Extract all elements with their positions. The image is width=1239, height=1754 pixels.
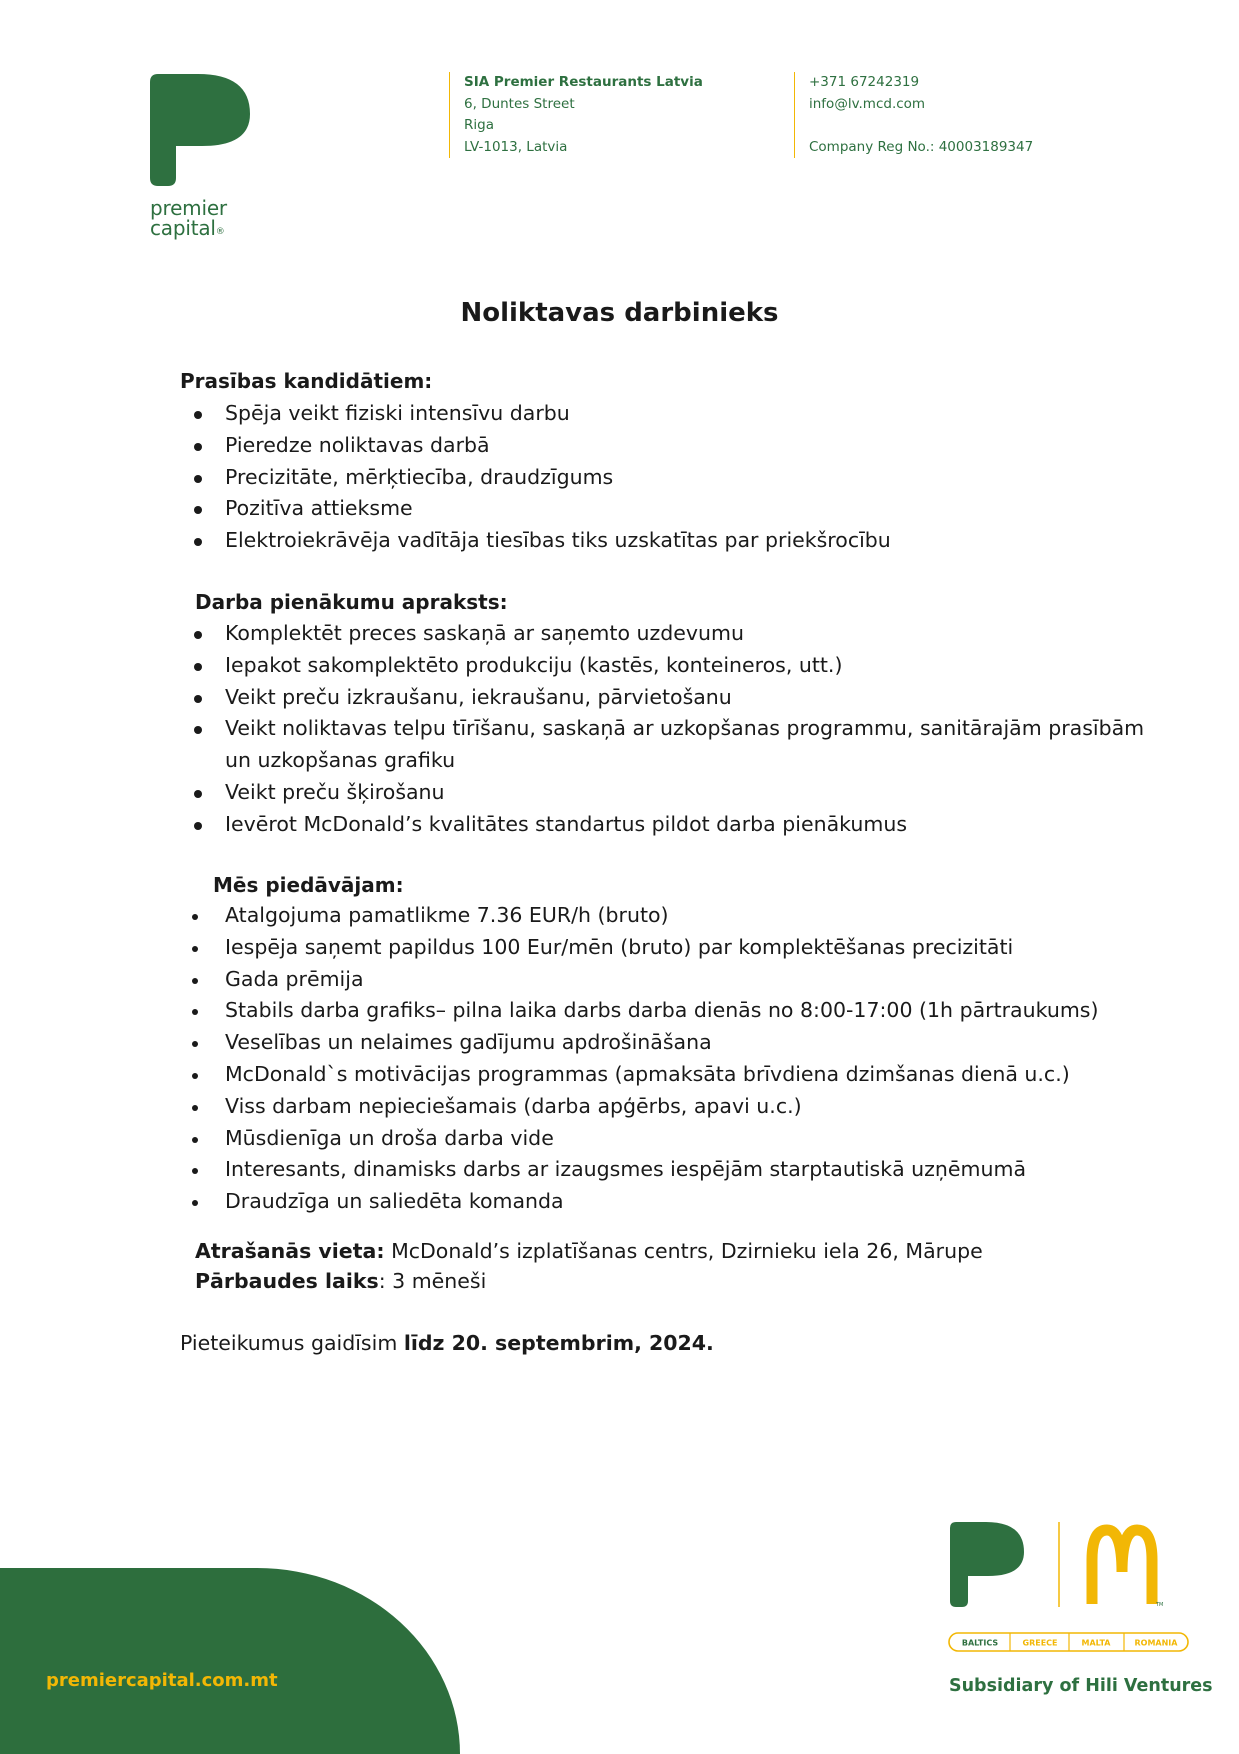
- probation-line: Pārbaudes laiks: 3 mēneši: [195, 1269, 487, 1293]
- location-line: Atrašanās vieta: McDonald’s izplatīšanas centrs, Dzirnieku iela 26, Mārupe: [195, 1239, 983, 1263]
- city: Riga: [464, 117, 494, 133]
- svg-text:GREECE: GREECE: [1022, 1638, 1058, 1648]
- company-name: SIA Premier Restaurants Latvia: [464, 74, 703, 90]
- list-item: Mūsdienīga un droša darba vide: [0, 1123, 1098, 1155]
- list-item: Gada prēmija: [0, 964, 1098, 996]
- list-item: Draudzīga un saliedēta komanda: [0, 1186, 1098, 1218]
- list-item: Pozitīva attieksme: [0, 493, 891, 525]
- list-item: Stabils darba grafiks– pilna laika darbs darba dienās no 8:00-17:00 (1h pārtraukums): [0, 995, 1098, 1027]
- mcdonalds-arches-icon: [1092, 1530, 1152, 1604]
- footer-green-shape: [0, 1568, 460, 1754]
- brand-logos: [948, 1522, 1192, 1622]
- list-item: Ievērot McDonald’s kvalitātes standartus pildot darba pienākumus: [0, 809, 1160, 841]
- list-item: Pieredze noliktavas darbā: [0, 430, 891, 462]
- website-link[interactable]: premiercapital.com.mt: [46, 1670, 278, 1691]
- requirements-list: [0, 398, 891, 557]
- phone: +371 67242319: [809, 74, 920, 90]
- svg-text:MALTA: MALTA: [1081, 1638, 1111, 1648]
- deadline-line: Pieteikumus gaidīsim līdz 20. septembrim, 2024.: [180, 1331, 714, 1355]
- postcode: LV-1013, Latvia: [464, 138, 568, 155]
- offer-heading: Mēs piedāvājam:: [213, 873, 404, 897]
- list-item: McDonald`s motivācijas programmas (apmaksāta brīvdiena dzimšanas dienā u.c.): [0, 1059, 1098, 1091]
- list-item: Spēja veikt fiziski intensīvu darbu: [0, 398, 891, 430]
- markets-pill: [948, 1631, 1190, 1653]
- svg-text:BALTICS: BALTICS: [961, 1638, 999, 1648]
- email[interactable]: info@lv.mcd.com: [809, 95, 926, 112]
- requirements-heading: Prasības kandidātiem:: [180, 369, 433, 393]
- list-item: Veselības un nelaimes gadījumu apdrošināšana: [0, 1027, 1098, 1059]
- list-item: Precizitāte, mērķtiecība, draudzīgums: [0, 462, 891, 494]
- job-title: Noliktavas darbinieks: [460, 298, 779, 328]
- list-item: Viss darbam nepieciešamais (darba apģērbs, apavi u.c.): [0, 1091, 1098, 1123]
- svg-text:TM: TM: [1156, 1602, 1164, 1608]
- list-item: Iepakot sakomplektēto produkciju (kastēs, konteineros, utt.): [0, 650, 1160, 682]
- company-contact-block: [794, 72, 1033, 158]
- list-item: Iespēja saņemt papildus 100 Eur/mēn (bruto) par komplektēšanas precizitāti: [0, 932, 1098, 964]
- company-address-block: [449, 72, 703, 158]
- premier-capital-wordmark: premier capital®: [150, 196, 227, 240]
- list-item: Atalgojuma pamatlikme 7.36 EUR/h (bruto): [0, 900, 1098, 932]
- svg-text:ROMANIA: ROMANIA: [1134, 1638, 1178, 1648]
- list-item: Veikt noliktavas telpu tīrīšanu, saskaņā ar uzkopšanas programmu, sanitārajām prasībām un uzkopšanas grafiku: [0, 713, 1160, 777]
- company-reg: Company Reg No.: 40003189347: [809, 138, 1034, 155]
- street: 6, Duntes Street: [464, 95, 575, 112]
- list-item: Komplektēt preces saskaņā ar saņemto uzdevumu: [0, 618, 1160, 650]
- list-item: Veikt preču šķirošanu: [0, 777, 1160, 809]
- duties-list: [0, 618, 1160, 841]
- offer-list: [0, 900, 1098, 1218]
- premier-capital-p-logo-small: [950, 1522, 1024, 1607]
- duties-heading: Darba pienākumu apraksts:: [195, 590, 508, 614]
- list-item: Veikt preču izkraušanu, iekraušanu, pārvietošanu: [0, 682, 1160, 714]
- list-item: Elektroiekrāvēja vadītāja tiesības tiks uzskatītas par priekšrocību: [0, 525, 891, 557]
- subsidiary-text: Subsidiary of Hili Ventures: [949, 1676, 1213, 1696]
- list-item: Interesants, dinamisks darbs ar izaugsmes iespējām starptautiskā uzņēmumā: [0, 1154, 1098, 1186]
- premier-capital-p-logo: [150, 74, 250, 186]
